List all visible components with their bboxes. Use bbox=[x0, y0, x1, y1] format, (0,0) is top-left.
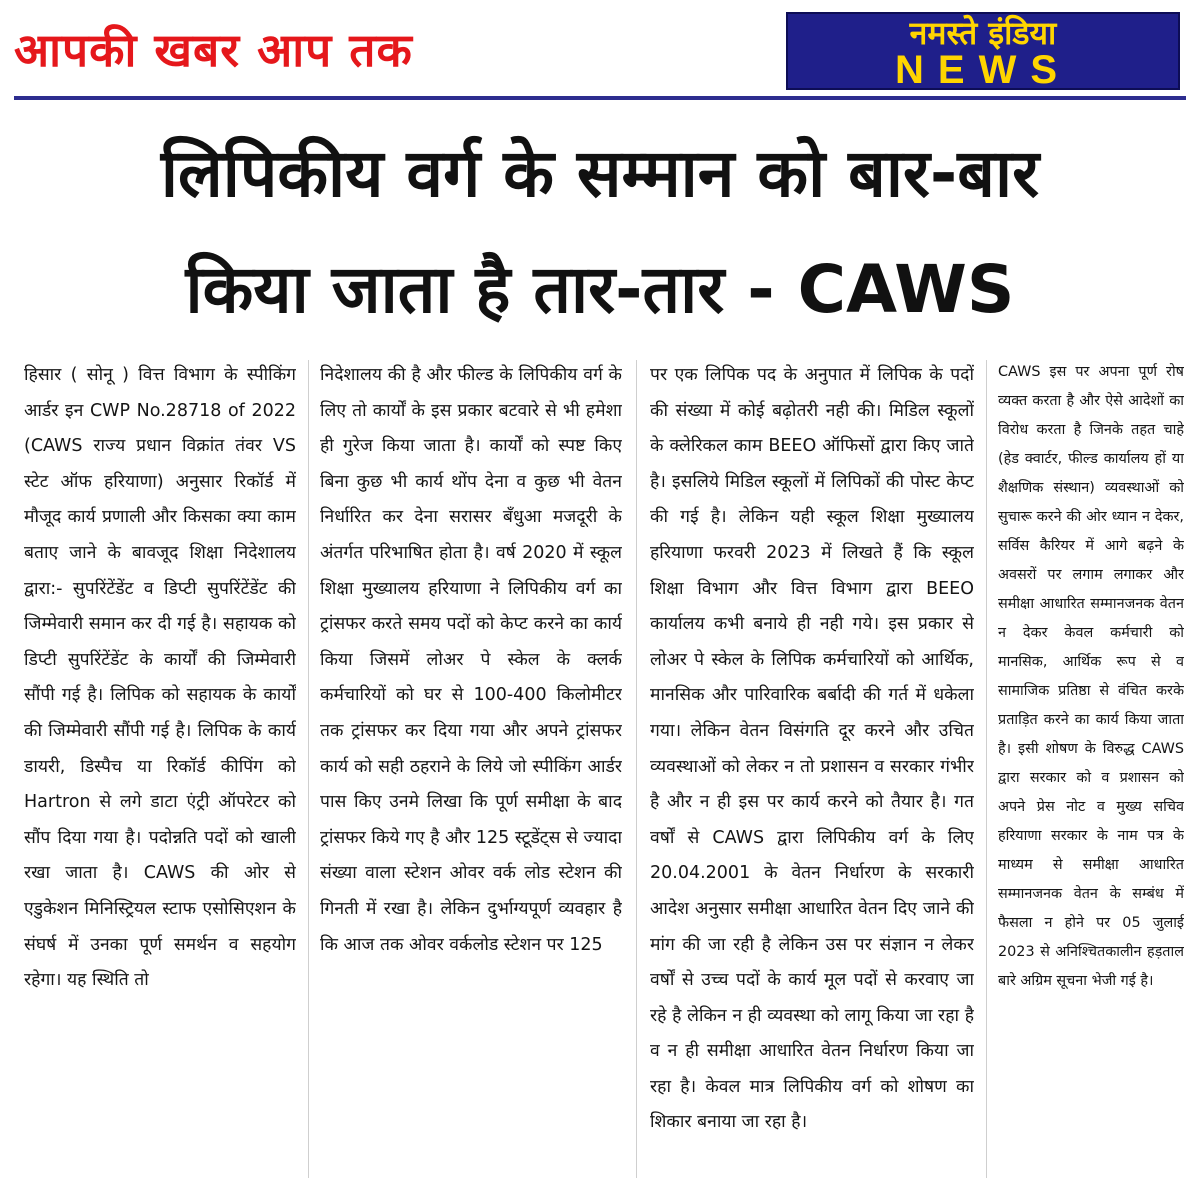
article-column-4-text: CAWS इस पर अपना पूर्ण रोष व्यक्त करता है और ऐसे आदेशों का विरोध करता है जिनके तहत चाहे (हेड क्वार्टर, फील्ड कार्यालय हों या शैक्षणिक संस्थान) व्यवस्थाओं को सुचारू करने की ओर ध्यान न देकर, सर्विस कैरियर में आगे बढ़ने के अवसरों पर लगाम लगाकर और समीक्षा आधारित सम्मानजनक वेतन न देकर केवल कर्मचारी को मानसिक, आर्थिक रूप से व सामाजिक प्रतिष्ठा से वंचित करके प्रताड़ित करने का कार्य किया जाता है। इसी शोषण के विरुद्ध CAWS द्वारा सरकार को व प्रशासन को अपने प्रेस नोट व मुख्य सचिव हरियाणा सरकार के नाम पत्र के माध्यम से समीक्षा आधारित सम्मानजनक वेतन के सम्बंध में फैसला न होने पर 05 जुलाई 2023 से अनिश्चितकालीन हड़ताल बारे अग्रिम सूचना भेजी गई है। bbox=[998, 364, 1184, 989]
article-column-4 bbox=[998, 358, 1184, 1188]
column-divider bbox=[636, 360, 637, 1178]
article-column-2-text: निदेशालय की है और फील्ड के लिपिकीय वर्ग के लिए तो कार्यों के इस प्रकार बटवारे से भी हमेशा ही गुरेज किया जाता है। कार्यों को स्पष्ट किए बिना कुछ भी कार्य थोंप देना व कुछ भी वेतन निर्धारित कर देना सरासर बँधुआ मजदूरी के अंतर्गत परिभाषित होता है। वर्ष 2020 में स्कूल शिक्षा मुख्यालय हरियाणा ने लिपिकीय वर्ग का ट्रांसफर करते समय पदों को केप्ट करने का कार्य किया जिसमें लोअर पे स्केल के क्लर्क कर्मचारियों को घर से 100-400 किलोमीटर तक ट्रांसफर कर दिया गया और अपने ट्रांसफर कार्य को सही ठहराने के लिये जो स्पीकिंग आर्डर पास किए उनमे लिखा कि पूर्ण समीक्षा के बाद ट्रांसफर किये गए है और 125 स्टूडेंट्स से ज्यादा संख्या वाला स्टेशन ओवर वर्क लोड स्टेशन की गिनती में रखा है। लेकिन दुर्भाग्यपूर्ण व्यवहार है कि आज तक ओवर वर्कलोड स्टेशन पर 125 bbox=[320, 365, 622, 955]
headline-line-1: लिपिकीय वर्ग के सम्मान को बार-बार bbox=[160, 135, 1040, 212]
article-column-3 bbox=[650, 358, 974, 1188]
article-column-2 bbox=[320, 358, 622, 1188]
column-divider bbox=[986, 360, 987, 1178]
news-logo-devanagari: नमस्ते इंडिया bbox=[909, 14, 1057, 52]
article-headline bbox=[0, 116, 1200, 348]
article-column-3-text: पर एक लिपिक पद के अनुपात में लिपिक के पदों की संख्या में कोई बढ़ोतरी नही की। मिडिल स्कूलों के क्लेरिकल काम BEEO ऑफिसों द्वारा किए जाते है। इसलिये मिडिल स्कूलों में लिपिकों की पोस्ट केप्ट की गई है। लेकिन यही स्कूल शिक्षा मुख्यालय हरियाणा फरवरी 2023 में लिखते हैं कि स्कूल शिक्षा विभाग और वित्त विभाग द्वारा BEEO कार्यालय कभी बनाये ही नही गये। इस प्रकार से लोअर पे स्केल के लिपिक कर्मचारियों को आर्थिक, मानसिक और पारिवारिक बर्बादी की गर्त में धकेला गया। लेकिन वेतन विसंगति दूर करने और उचित व्यवस्थाओं को लेकर न तो प्रशासन व सरकार गंभीर है और न ही इस पर कार्य करने को तैयार है। गत वर्षों से CAWS द्वारा लिपिकीय वर्ग के लिए 20.04.2001 के वेतन निर्धारण के सरकारी आदेश अनुसार समीक्षा आधारित वेतन दिए जाने की मांग की जा रही है लेकिन उस पर संज्ञान न लेकर वर्षों से उच्च पदों के कार्य मूल पदों से करवाए जा रहे है लेकिन न ही व्यवस्था को लागू किया जा रहा है व न ही समीक्षा आधारित वेतन निर्धारण किया जा रहा है। केवल मात्र लिपिकीय वर्ग को शोषण का शिकार बनाया जा रहा है। bbox=[650, 365, 974, 1133]
masthead-banner bbox=[0, 0, 1200, 100]
masthead-tagline: आपकी खबर आप तक bbox=[14, 23, 413, 77]
article-column-1-text: हिसार ( सोनू ) वित्त विभाग के स्पीकिंग आर्डर इन CWP No.28718 of 2022 (CAWS राज्य प्रधान विक्रांत तंवर VS स्टेट ऑफ हरियाणा) अनुसार रिकॉर्ड में मौजूद कार्य प्रणाली और किसका क्या काम बताए जाने के बावजूद शिक्षा निदेशालय द्वारा:- सुपरिंटेंडेंट व डिप्टी सुपरिंटेंडेंट की जिम्मेवारी समान कर दी गई है। सहायक को डिप्टी सुपरिंटेंडेंट के कार्यों की जिम्मेवारी सौंपी गई है। लिपिक को सहायक के कार्यों की जिम्मेवारी सौंपी गई है। लिपिक के कार्य डायरी, डिस्पैच या रिकॉर्ड कीपिंग को Hartron से लगे डाटा एंट्री ऑपरेटर को सौंप दिया गया है। पदोन्नति पदों को खाली रखा जाता है। CAWS की ओर से एडुकेशन मिनिस्ट्रियल स्टाफ एसोसिएशन के संघर्ष में उनका पूर्ण समर्थन व सहयोग रहेगा। यह स्थिति तो bbox=[24, 365, 296, 991]
masthead-divider bbox=[14, 96, 1186, 100]
article-column-1 bbox=[24, 358, 296, 1188]
headline-line-2: किया जाता है तार-तार - CAWS bbox=[185, 251, 1015, 328]
news-logo-latin: NEWS bbox=[895, 48, 1071, 90]
column-divider bbox=[308, 360, 309, 1178]
news-logo bbox=[786, 12, 1180, 90]
